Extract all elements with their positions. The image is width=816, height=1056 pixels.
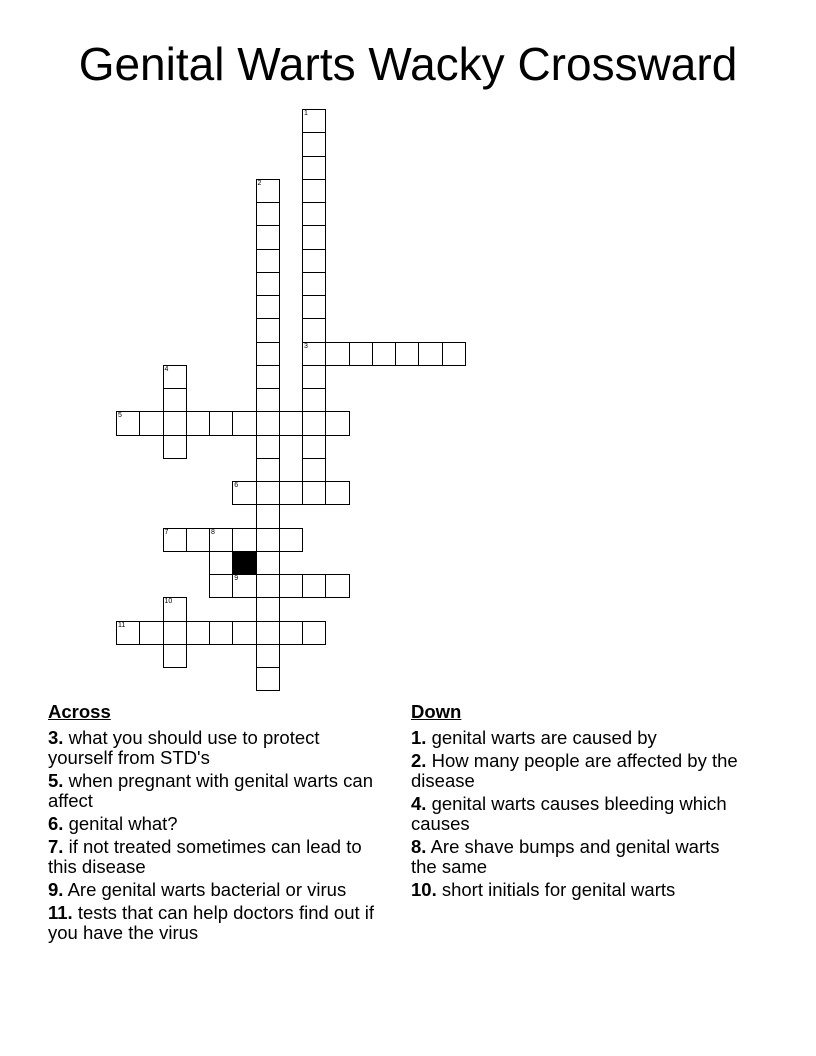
grid-cell[interactable] <box>163 411 187 435</box>
grid-cell[interactable] <box>302 435 326 459</box>
grid-cell[interactable] <box>302 295 326 319</box>
grid-cell[interactable] <box>325 411 349 435</box>
grid-cell[interactable] <box>256 435 280 459</box>
grid-cell[interactable] <box>256 574 280 598</box>
clue-number: 11 <box>118 621 126 629</box>
grid-cell[interactable] <box>302 481 326 505</box>
grid-cell[interactable] <box>163 388 187 412</box>
grid-cell[interactable] <box>163 435 187 459</box>
grid-cell[interactable] <box>372 342 396 366</box>
clue-number: 6 <box>234 482 239 489</box>
clue-number: 7 <box>164 528 169 536</box>
grid-cell[interactable] <box>256 249 280 273</box>
clue-number: 3 <box>304 342 308 350</box>
grid-cell[interactable] <box>256 388 280 412</box>
grid-cell[interactable] <box>209 551 233 575</box>
grid-cell[interactable] <box>256 481 280 505</box>
clue-across-11: 11. tests that can help doctors find out if you have the virus <box>48 902 375 943</box>
grid-cell[interactable] <box>349 342 373 366</box>
clue-across-7: 7. if not treated sometimes can lead to this disease <box>48 836 362 877</box>
grid-cell[interactable] <box>209 411 233 435</box>
clue-number: 2 <box>257 179 262 187</box>
grid-cell[interactable] <box>302 156 326 180</box>
grid-cell[interactable] <box>232 528 256 552</box>
clue-down-10: 10. short initials for genital warts <box>411 879 676 900</box>
grid-cell[interactable] <box>256 504 280 528</box>
across-heading: Across <box>48 701 111 722</box>
clue-across-3: 3. what you should use to protect yourself from STD's <box>48 727 320 768</box>
grid-cell[interactable] <box>325 481 349 505</box>
down-heading: Down <box>411 701 462 722</box>
grid-cell[interactable] <box>163 597 187 621</box>
clue-across-5: 5. when pregnant with genital warts can affect <box>48 770 373 811</box>
grid-cell[interactable] <box>302 411 326 435</box>
clue-number: 8 <box>211 528 215 536</box>
grid-cell[interactable] <box>302 342 326 366</box>
grid-cell[interactable] <box>256 667 280 691</box>
grid-cell[interactable] <box>325 342 349 366</box>
grid-cell[interactable] <box>232 621 256 645</box>
clue-across-9: 9. Are genital warts bacterial or virus <box>48 879 347 900</box>
grid-cell[interactable] <box>116 621 140 645</box>
grid-cell[interactable] <box>256 365 280 389</box>
grid-cell[interactable] <box>256 458 280 482</box>
grid-cell[interactable] <box>256 272 280 296</box>
clue-down-8: 8. Are shave bumps and genital warts the same <box>411 836 720 877</box>
clue-number: 9 <box>234 575 239 582</box>
across-clues <box>48 702 378 946</box>
grid-cell[interactable] <box>418 342 442 366</box>
grid-cell[interactable] <box>442 342 466 366</box>
grid-cell[interactable] <box>302 621 326 645</box>
grid-cell[interactable] <box>256 318 280 342</box>
grid-cell[interactable] <box>116 411 140 435</box>
grid-cell[interactable] <box>256 295 280 319</box>
grid-cell[interactable] <box>209 621 233 645</box>
grid-cell[interactable] <box>232 481 256 505</box>
grid-cell[interactable] <box>302 365 326 389</box>
grid-cell[interactable] <box>302 272 326 296</box>
grid-cell[interactable] <box>232 411 256 435</box>
grid-cell[interactable] <box>256 179 280 203</box>
clue-number: 1 <box>304 110 308 117</box>
grid-cell[interactable] <box>256 202 280 226</box>
grid-cell[interactable] <box>256 644 280 668</box>
clue-across-6: 6. genital what? <box>48 813 178 834</box>
grid-cell[interactable] <box>279 621 303 645</box>
grid-cell[interactable] <box>302 132 326 156</box>
clue-number: 10 <box>164 598 173 606</box>
grid-cell[interactable] <box>395 342 419 366</box>
down-clues <box>411 702 741 903</box>
grid-cell[interactable] <box>256 597 280 621</box>
grid-cell[interactable] <box>163 528 187 552</box>
grid-cell[interactable] <box>256 551 280 575</box>
grid-block <box>232 551 256 575</box>
clue-down-1: 1. genital warts are caused by <box>411 727 657 748</box>
grid-cell[interactable] <box>186 528 210 552</box>
grid-cell[interactable] <box>302 574 326 598</box>
grid-cell[interactable] <box>163 644 187 668</box>
grid-cell[interactable] <box>256 342 280 366</box>
grid-cell[interactable] <box>302 458 326 482</box>
grid-cell[interactable] <box>163 365 187 389</box>
grid-cell[interactable] <box>302 109 326 133</box>
puzzle-title: Genital Warts Wacky Crossward <box>78 38 738 90</box>
grid-cell[interactable] <box>256 225 280 249</box>
grid-cell[interactable] <box>163 621 187 645</box>
grid-cell[interactable] <box>139 411 163 435</box>
grid-cell[interactable] <box>256 528 280 552</box>
grid-cell[interactable] <box>256 621 280 645</box>
grid-cell[interactable] <box>325 574 349 598</box>
grid-cell[interactable] <box>302 202 326 226</box>
clue-down-2: 2. How many people are affected by the disease <box>411 750 738 791</box>
grid-cell[interactable] <box>302 179 326 203</box>
grid-cell[interactable] <box>139 621 163 645</box>
grid-cell[interactable] <box>279 528 303 552</box>
grid-cell[interactable] <box>186 411 210 435</box>
grid-cell[interactable] <box>209 574 233 598</box>
grid-cell[interactable] <box>279 481 303 505</box>
grid-cell[interactable] <box>302 225 326 249</box>
grid-cell[interactable] <box>186 621 210 645</box>
grid-cell[interactable] <box>279 574 303 598</box>
grid-cell[interactable] <box>256 411 280 435</box>
grid-cell[interactable] <box>209 528 233 552</box>
clue-down-4: 4. genital warts causes bleeding which causes <box>411 793 727 834</box>
clue-number: 5 <box>118 412 122 420</box>
grid-cell[interactable] <box>279 411 303 435</box>
grid-cell[interactable] <box>302 249 326 273</box>
clue-number: 4 <box>164 365 169 373</box>
grid-cell[interactable] <box>232 574 256 598</box>
grid-cell[interactable] <box>302 388 326 412</box>
grid-cell[interactable] <box>302 318 326 342</box>
